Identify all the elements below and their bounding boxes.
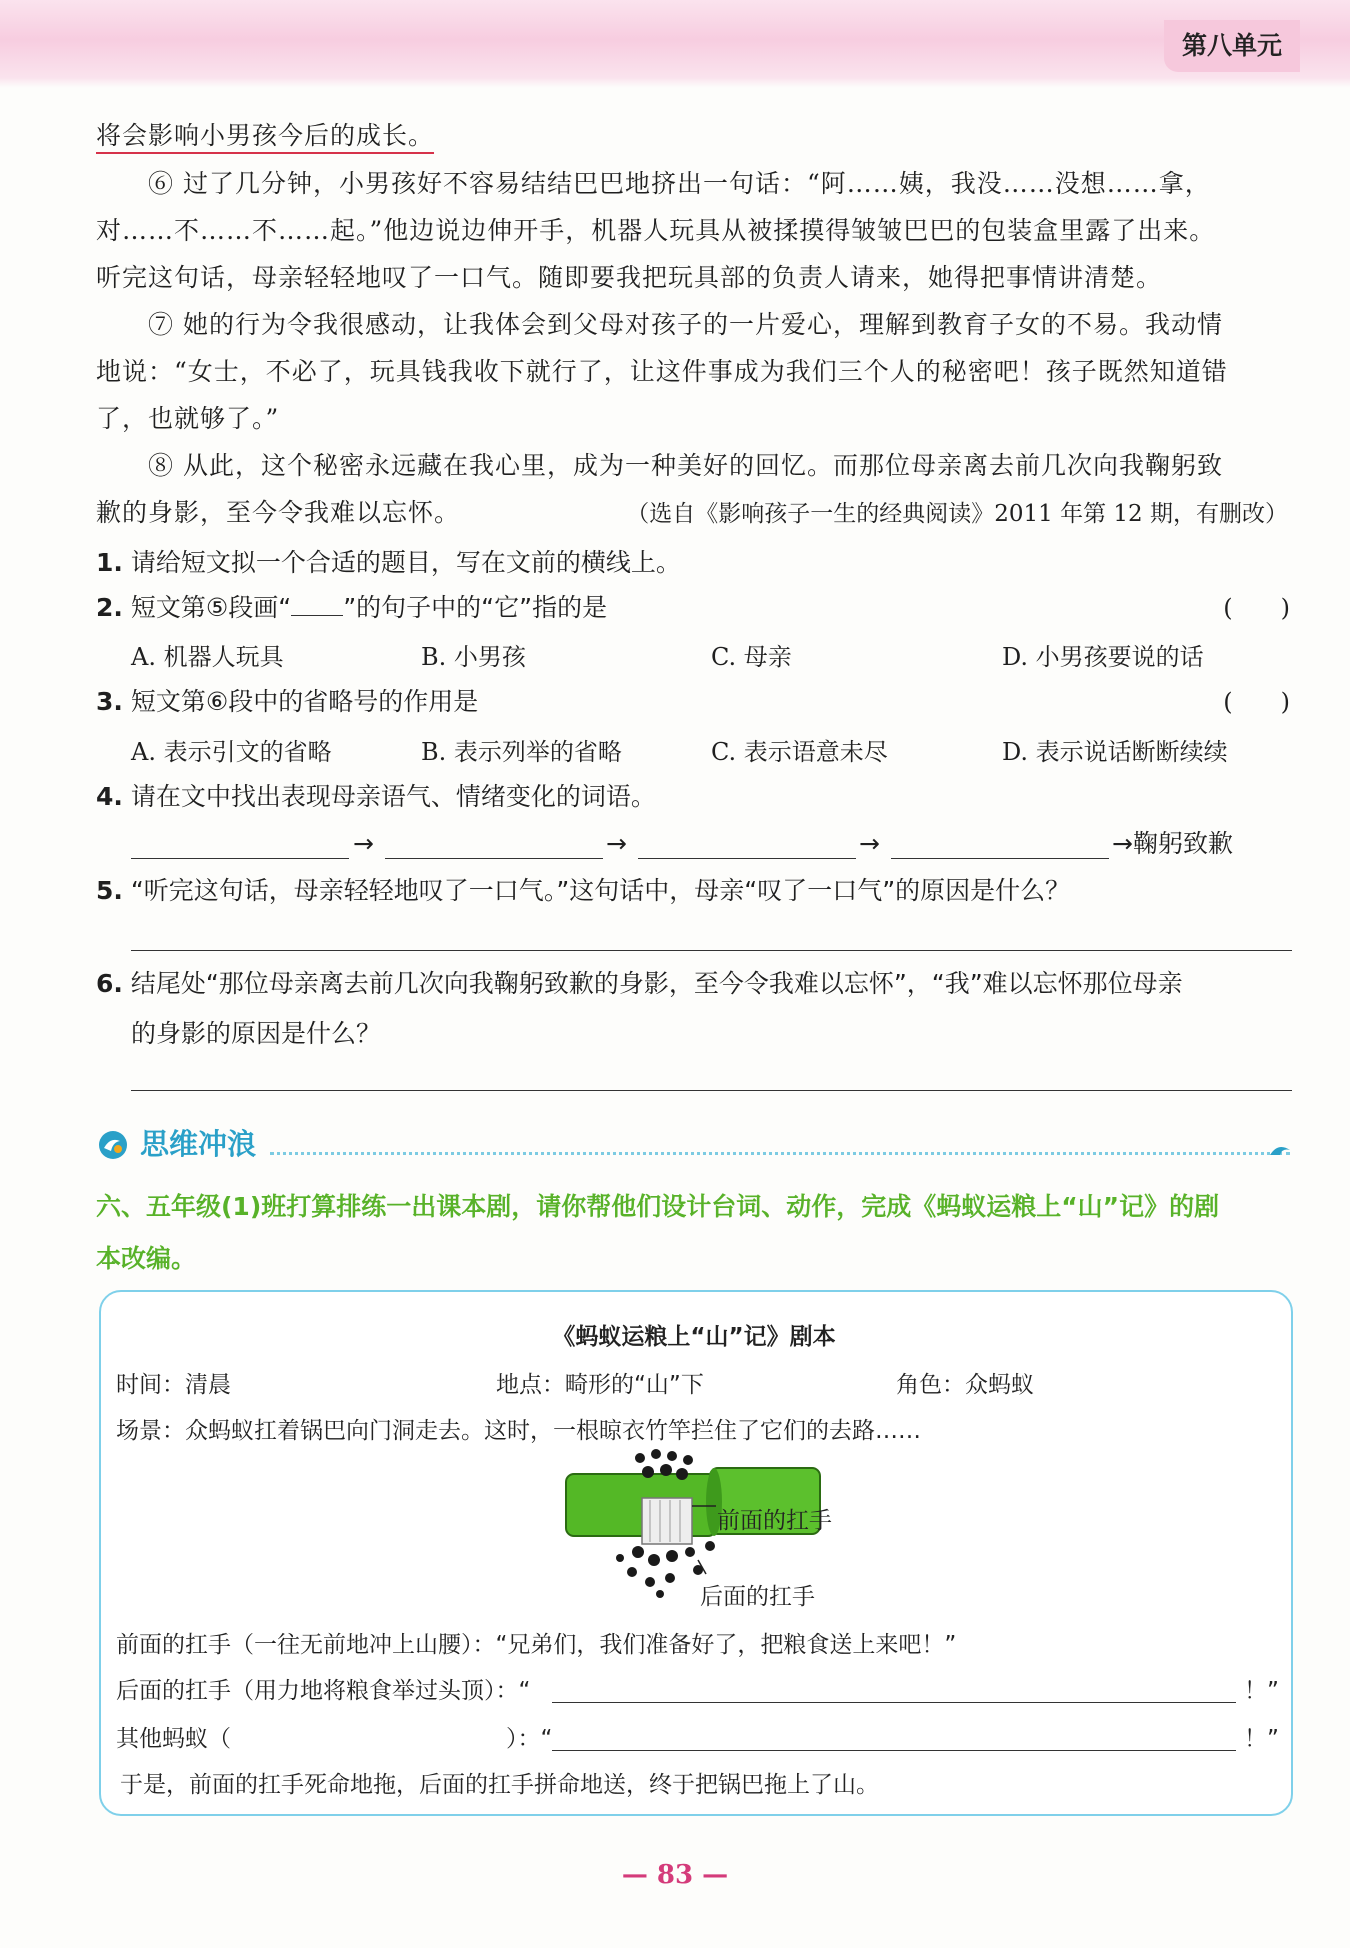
answer-blank-3[interactable] (638, 832, 856, 859)
paragraph-7-line-2: 地说：“女士，不必了，玩具钱我收下就行了，让这件事成为我们三个人的秘密吧！孩子既然知道错 (96, 357, 1228, 386)
line-others-label: 其他蚂蚁（ (116, 1726, 231, 1752)
script-place: 地点：畸形的“山”下 (496, 1372, 704, 1398)
script-scene: 场景：众蚂蚁扛着锅巴向门洞走去。这时，一根晾衣竹竿拦住了它们的去路…… (116, 1418, 921, 1444)
question-4-number: 4. (96, 782, 123, 811)
question-5-text: “听完这句话，母亲轻轻地叹了一口气。”这句话中，母亲“叹了一口气”的原因是什么？ (130, 876, 1071, 905)
question-4 (96, 779, 1296, 815)
question-2-option-c[interactable]: C. 母亲 (711, 643, 792, 671)
question-6-line-2: 的身影的原因是什么？ (131, 1019, 382, 1048)
question-2-option-a[interactable]: A. 机器人玩具 (131, 643, 284, 671)
question-3-option-a[interactable]: A. 表示引文的省略 (131, 738, 332, 766)
question-2-option-b[interactable]: B. 小男孩 (421, 643, 526, 671)
question-2-option-d[interactable]: D. 小男孩要说的话 (1002, 643, 1204, 671)
question-3-option-b[interactable]: B. 表示列举的省略 (421, 738, 622, 766)
paragraph-6-line-1: ⑥ 过了几分钟，小男孩好不容易结结巴巴地挤出一句话：“阿……姨，我没……没想……拿， (148, 169, 1211, 198)
question-2-number: 2. (96, 593, 123, 622)
question-3 (96, 684, 1296, 720)
header-band (0, 0, 1350, 88)
question-6-line-1 (96, 966, 1296, 1002)
question-2-text-a: 短文第⑤段画“ (130, 593, 292, 622)
arrow-2: → (606, 829, 627, 858)
source-citation: （选自《影响孩子一生的经典阅读》2011 年第 12 期，有删改） (626, 501, 1288, 527)
arrow-3: → (859, 829, 880, 858)
back-carrier-answer-blank[interactable] (552, 1676, 1236, 1703)
paragraph-6-line-2: 对……不……不……起。”他边说边伸开手，机器人玩具从被揉摸得皱皱巴巴的包装盒里露了出来。 (96, 216, 1216, 245)
passage-intro-line (96, 112, 1292, 159)
question-3-text: 短文第⑥段中的省略号的作用是 (130, 687, 479, 716)
question-3-answer-paren[interactable]: ( ) (1223, 688, 1290, 716)
question-6-number: 6. (96, 969, 123, 998)
question-1-number: 1. (96, 548, 123, 577)
line-back-carrier-label: 后面的扛手（用力地将粮食举过头顶）：“ (116, 1678, 531, 1704)
paragraph-7-line-3: 了，也就够了。” (96, 404, 280, 433)
answer-line-5[interactable] (131, 920, 1292, 951)
line-others-label-close: ）：“ (506, 1726, 553, 1752)
question-4-text: 请在文中找出表现母亲语气、情绪变化的词语。 (130, 782, 656, 811)
question-5-number: 5. (96, 876, 123, 905)
script-role: 角色：众蚂蚁 (896, 1372, 1034, 1398)
label-back-carrier: 后面的扛手 (700, 1584, 815, 1610)
section-title: 思维冲浪 (140, 1127, 257, 1161)
others-end-quote: ！” (1244, 1726, 1279, 1752)
script-title: 《蚂蚁运粮上“山”记》剧本 (552, 1324, 836, 1350)
question-6-text-1: 结尾处“那位母亲离去前几次向我鞠躬致歉的身影，至今令我难以忘怀”，“我”难以忘怀那位母亲 (130, 969, 1183, 998)
wavy-underline-sample (291, 593, 343, 616)
paragraph-7-line-1: ⑦ 她的行为令我很感动，让我体会到父母对孩子的一片爱心，理解到教育子女的不易。我动情 (148, 310, 1223, 339)
answer-blank-1[interactable] (131, 832, 349, 859)
wave-icon (1268, 1140, 1292, 1158)
surf-logo-icon (96, 1128, 130, 1162)
label-front-carrier: 前面的扛手 (717, 1508, 832, 1534)
paragraph-6-line-3: 听完这句话，母亲轻轻地叹了一口气。随即要我把玩具部的负责人请来，她得把事情讲清楚。 (96, 263, 1163, 292)
question-5 (96, 873, 1296, 909)
question-1 (96, 545, 1296, 581)
task-6-line-2: 本改编。 (96, 1244, 197, 1273)
paragraph-8-line-1: ⑧ 从此，这个秘密永远藏在我心里，成为一种美好的回忆。而那位母亲离去前几次向我鞠躬致 (148, 451, 1223, 480)
question-4-end-word: →鞠躬致歉 (1112, 829, 1233, 858)
page-number: — 83 — (621, 1860, 729, 1890)
question-2 (96, 590, 1296, 626)
script-ending: 于是，前面的扛手死命地拖，后面的扛手拼命地送，终于把锅巴拖上了山。 (120, 1772, 879, 1798)
question-1-text: 请给短文拟一个合适的题目，写在文前的横线上。 (130, 548, 681, 577)
back-carrier-end-quote: ！” (1244, 1678, 1279, 1704)
script-time: 时间：清晨 (116, 1372, 231, 1398)
answer-blank-4[interactable] (891, 832, 1109, 859)
answer-line-6[interactable] (131, 1060, 1292, 1091)
arrow-1: → (353, 829, 374, 858)
question-2-text-b: ”的句子中的“它”指的是 (343, 593, 608, 622)
paragraph-8-line-2: 歉的身影，至今令我难以忘怀。 (96, 498, 461, 527)
line-front-carrier: 前面的扛手（一往无前地冲上山腰）：“兄弟们，我们准备好了，把粮食送上来吧！” (116, 1632, 957, 1658)
question-3-number: 3. (96, 687, 123, 716)
question-2-answer-paren[interactable]: ( ) (1223, 594, 1290, 622)
task-6-line-1: 六、五年级(1)班打算排练一出课本剧，请你帮他们设计台词、动作，完成《蚂蚁运粮上“山”记》的剧 (96, 1192, 1220, 1221)
question-3-option-c[interactable]: C. 表示语意未尽 (711, 738, 888, 766)
answer-blank-2[interactable] (385, 832, 603, 859)
others-answer-blank[interactable] (552, 1724, 1236, 1751)
section-dotted-divider (270, 1152, 1290, 1155)
question-3-option-d[interactable]: D. 表示说话断断续续 (1002, 738, 1228, 766)
unit-tab: 第八单元 (1164, 20, 1300, 72)
underlined-sentence: 将会影响小男孩今后的成长。 (96, 121, 435, 150)
